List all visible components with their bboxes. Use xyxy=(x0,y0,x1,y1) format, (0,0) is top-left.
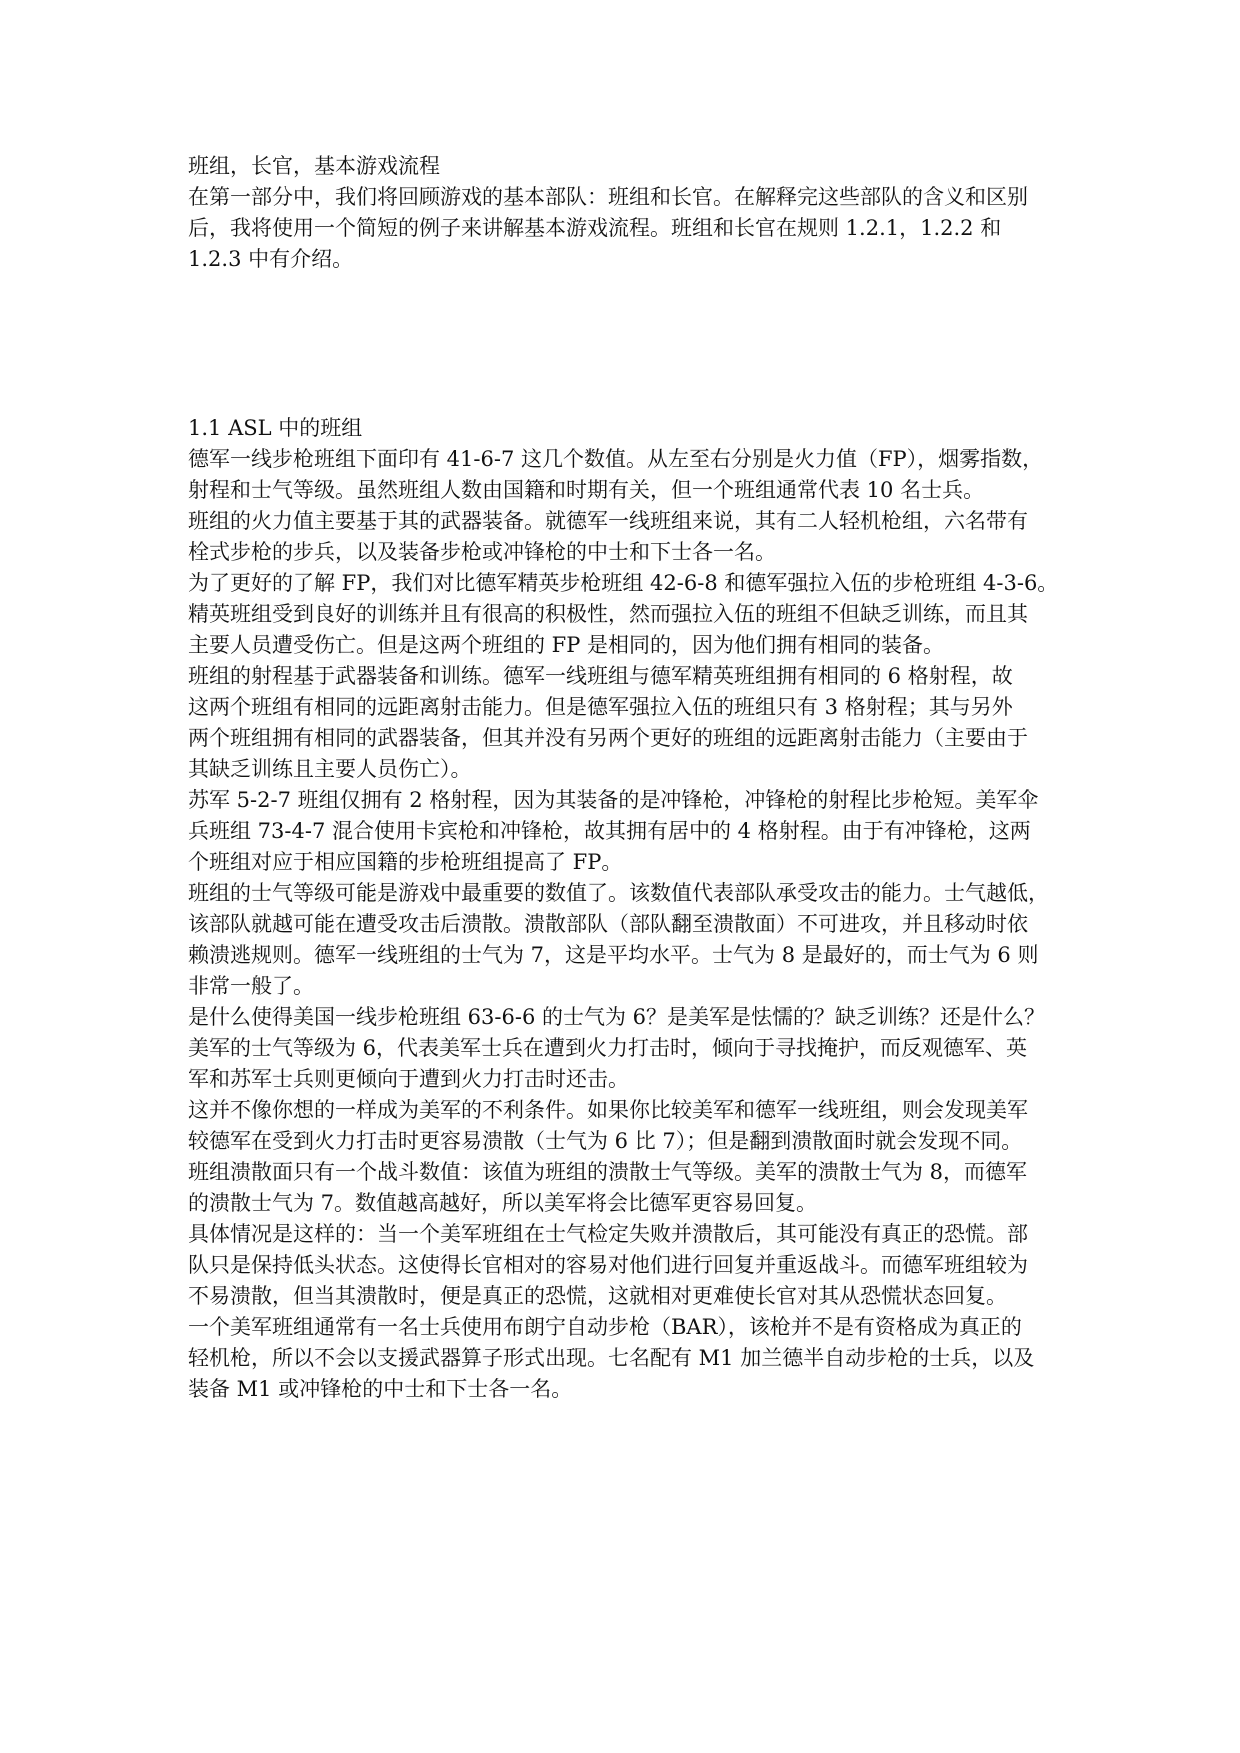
intro-paragraph: 在第一部分中，我们将回顾游戏的基本部队：班组和长官。在解释完这些部队的含义和区别 后，我将使用一个简短的例子来讲解基本游戏流程。班组和长官在规则 1.2.1，1.2.2 和 1.2.3 中有介绍。 xyxy=(188,185,1028,271)
section-heading: 1.1 ASL 中的班组 xyxy=(188,416,363,440)
body-paragraph-us-morale: 是什么使得美国一线步枪班组 63-6-6 的士气为 6？是美军是怯懦的？缺乏训练？还是什么？ 美军的士气等级为 6，代表美军士兵在遭到火力打击时，倾向于寻找掩护，而反观德军、英 军和苏军士兵则更倾向于遭到火力打击时还击。 xyxy=(188,1005,1046,1091)
document-title: 班组，长官，基本游戏流程 xyxy=(188,154,440,178)
body-paragraph-bar: 一个美军班组通常有一名士兵使用布朗宁自动步枪（BAR），该枪并不是有资格成为真正的 轻机枪，所以不会以支援武器算子形式出现。七名配有 M1 加兰德半自动步枪的士兵，以及 装备 M1 或冲锋枪的中士和下士各一名。 xyxy=(188,1315,1035,1401)
body-paragraph-weapons: 班组的火力值主要基于其的武器装备。就德军一线班组来说，其有二人轻机枪组，六名带有 栓式步枪的步兵，以及装备步枪或冲锋枪的中士和下士各一名。 xyxy=(188,509,1028,564)
body-paragraph-morale: 班组的士气等级可能是游戏中最重要的数值了。该数值代表部队承受攻击的能力。士气越低， 该部队就越可能在遭受攻击后溃散。溃散部队（部队翻至溃散面）不可进攻，并且移动时依 赖溃逃规则。德军一线班组的士气为 7，这是平均水平。士气为 8 是最好的，而士气为 6 则 非常一般了。 xyxy=(188,881,1049,998)
body-paragraph-fp-compare: 为了更好的了解 FP，我们对比德军精英步枪班组 42-6-8 和德军强拉入伍的步枪班组 4-3-6。 精英班组受到良好的训练并且有很高的积极性，然而强拉入伍的班组不但缺乏训练，而且其 主要人员遭受伤亡。但是这两个班组的 FP 是相同的，因为他们拥有相同的装备。 xyxy=(188,571,1059,657)
body-paragraph-smg: 苏军 5-2-7 班组仅拥有 2 格射程，因为其装备的是冲锋枪，冲锋枪的射程比步枪短。美军伞 兵班组 73-4-7 混合使用卡宾枪和冲锋枪，故其拥有居中的 4 格射程。由于有冲锋枪，这两 个班组对应于相应国籍的步枪班组提高了 FP。 xyxy=(188,788,1039,874)
body-paragraph-range: 班组的射程基于武器装备和训练。德军一线班组与德军精英班组拥有相同的 6 格射程，故 这两个班组有相同的远距离射击能力。但是德军强拉入伍的班组只有 3 格射程；其与另外 两个班组拥有相同的武器装备，但其并没有另两个更好的班组的远距离射击能力（主要由于 其缺乏训练且主要人员伤亡）。 xyxy=(188,664,1028,781)
body-paragraph-fp-intro: 德军一线步枪班组下面印有 41-6-7 这几个数值。从左至右分别是火力值（FP），烟雾指数， 射程和士气等级。虽然班组人数由国籍和时期有关，但一个班组通常代表 10 名士兵。 xyxy=(188,447,1044,502)
body-paragraph-panic: 具体情况是这样的：当一个美军班组在士气检定失败并溃散后，其可能没有真正的恐慌。部 队只是保持低头状态。这使得长官相对的容易对他们进行回复并重返战斗。而德军班组较为 不易溃散，但当其溃散时，便是真正的恐慌，这就相对更难使长官对其从恐慌状态回复。 xyxy=(188,1222,1028,1308)
section-squads xyxy=(188,413,1060,1405)
body-paragraph-broken-side: 这并不像你想的一样成为美军的不利条件。如果你比较美军和德军一线班组，则会发现美军 较德军在受到火力打击时更容易溃散（士气为 6 比 7）；但是翻到溃散面时就会发现不同。 班组溃散面只有一个战斗数值：该值为班组的溃散士气等级。美军的溃散士气为 8，而德军 的溃散士气为 7。数值越高越好，所以美军将会比德军更容易回复。 xyxy=(188,1098,1028,1215)
intro-block xyxy=(188,151,1060,275)
